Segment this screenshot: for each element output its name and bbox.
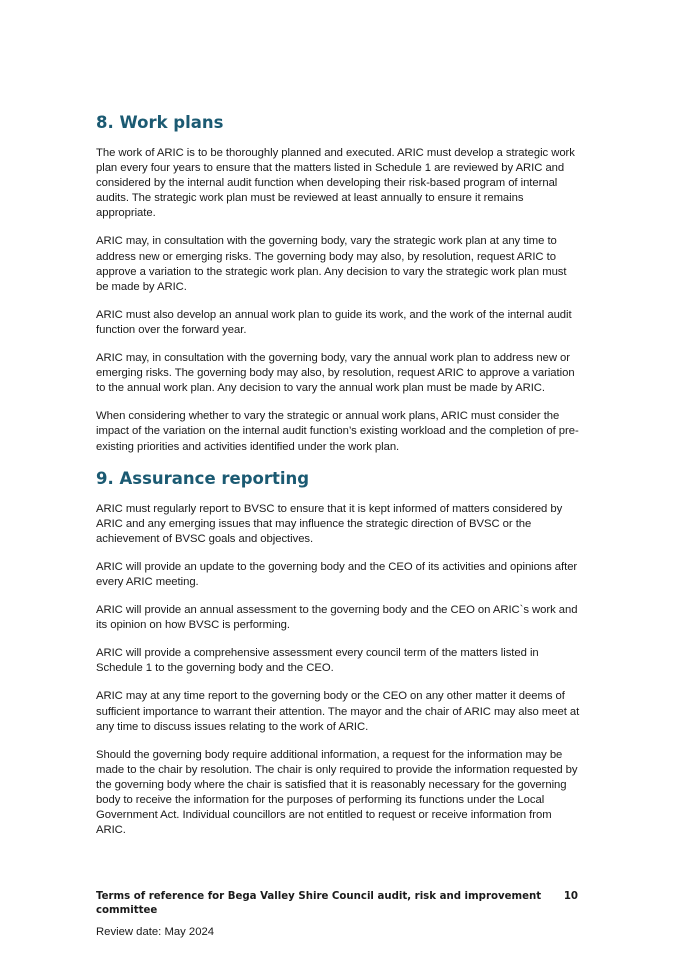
paragraph: ARIC may at any time report to the governing body or the CEO on any other matter it deems of sufficient importance to warrant their attention. The mayor and the chair of ARIC may also meet at any time to discuss issues relating to the work of ARIC. xyxy=(96,690,580,733)
paragraph: When considering whether to vary the strategic or annual work plans, ARIC must consider the impact of the variation on the internal audit function’s existing workload and the completion of pre-existing priorities and activities identified under the work plan. xyxy=(96,410,579,453)
paragraph: ARIC may, in consultation with the governing body, vary the strategic work plan at any time to address new or emerging risks. The governing body may also, by resolution, request ARIC to approve a variation to the strategic work plan. Any decision to vary the strategic work plan must be made by ARIC. xyxy=(96,235,567,293)
document-body xyxy=(96,112,580,851)
review-date: Review date: May 2024 xyxy=(96,926,215,938)
paragraph: ARIC must also develop an annual work plan to guide its work, and the work of the internal audit function over the forward year. xyxy=(96,308,572,336)
paragraph: ARIC may, in consultation with the governing body, vary the annual work plan to address new or emerging risks. The governing body may also, by resolution, request ARIC to approve a variation to the annual work plan. Any decision to vary the annual work plan must be made by ARIC. xyxy=(96,352,575,395)
paragraph: ARIC must regularly report to BVSC to ensure that it is kept informed of matters considered by ARIC and any emerging issues that may influence the strategic direction of BVSC or the achievement of BVSC goals and objectives. xyxy=(96,502,563,545)
paragraph: ARIC will provide an annual assessment to the governing body and the CEO on ARIC`s work and its opinion on how BVSC is performing. xyxy=(96,604,578,632)
paragraph: Should the governing body require additional information, a request for the information may be made to the chair by resolution. The chair is only required to provide the information requested by the governing body where the chair is satisfied that it is reasonably necessary for the governing body to receive the information for the purposes of performing its functions under the Local Government Act. Individual councillors are not entitled to request or receive information from ARIC. xyxy=(96,748,578,837)
section-heading-assurance-reporting: 9. Assurance reporting xyxy=(96,468,310,488)
paragraph: ARIC will provide a comprehensive assessment every council term of the matters listed in Schedule 1 to the governing body and the CEO. xyxy=(96,647,539,675)
page-number: 10 xyxy=(563,891,578,902)
page-footer xyxy=(96,890,580,918)
paragraph: The work of ARIC is to be thoroughly planned and executed. ARIC must develop a strategic work plan every four years to ensure that the matters listed in Schedule 1 are reviewed by ARIC and considered by the internal audit function when developing their risk-based program of internal audits. The strategic work plan must be reviewed at least annually to ensure it remains appropriate. xyxy=(96,147,575,220)
paragraph: ARIC will provide an update to the governing body and the CEO of its activities and opinions after every ARIC meeting. xyxy=(96,560,578,588)
footer-title: Terms of reference for Bega Valley Shire Council audit, risk and improvement committee xyxy=(96,891,542,916)
section-heading-work-plans: 8. Work plans xyxy=(96,113,224,132)
